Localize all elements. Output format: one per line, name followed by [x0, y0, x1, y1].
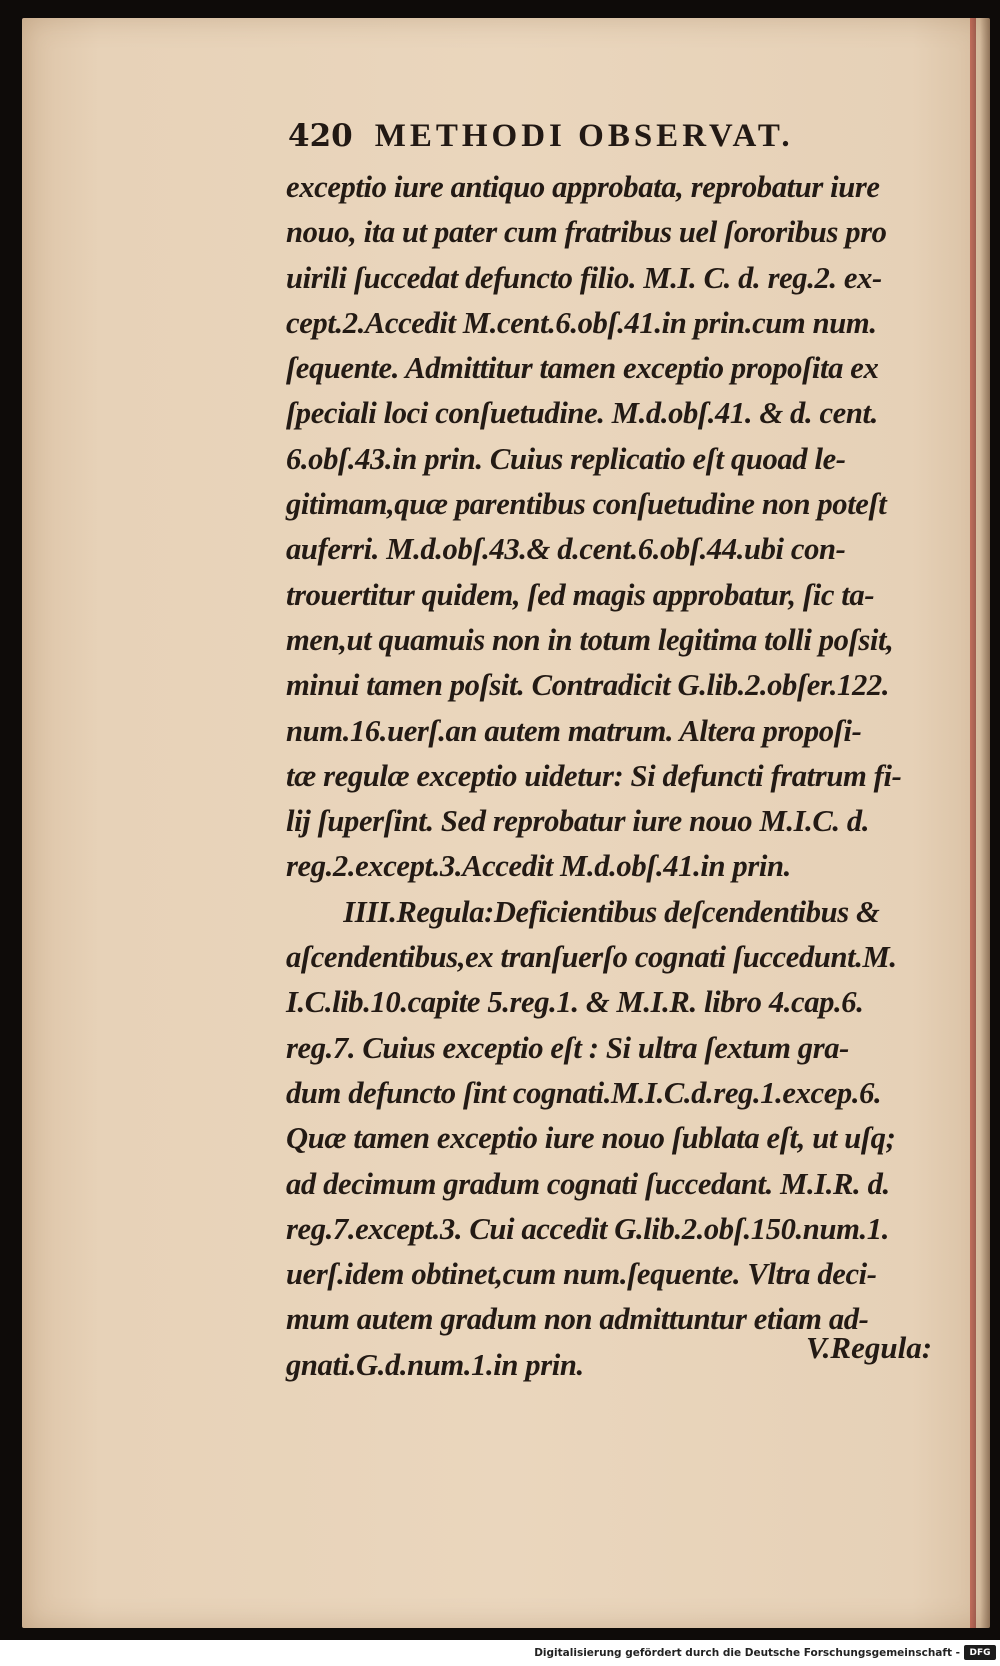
text-line: tæ regulæ exceptio uidetur: Si defuncti fratrum fi-: [286, 757, 902, 793]
text-line: 6.obſ.43.in prin. Cuius replicatio eſt quoad le-: [286, 440, 846, 476]
text-line: uerſ.idem obtinet,cum num.ſequente. Vltra deci-: [286, 1256, 877, 1292]
text-line: ad decimum gradum cognati ſuccedant. M.I.R. d.: [286, 1165, 890, 1201]
text-line: ſpeciali loci conſuetudine. M.d.obſ.41. & d. cent.: [286, 395, 878, 431]
text-line: men,ut quamuis non in totum legitima tolli poſsit,: [286, 621, 894, 657]
text-line: cept.2.Accedit M.cent.6.obſ.41.in prin.cum num.: [286, 304, 877, 340]
catchword: V.Regula:: [806, 1330, 933, 1365]
dfg-logo: DFG: [964, 1645, 996, 1660]
page-number: 420: [288, 118, 353, 154]
text-line: gitimam,quæ parentibus conſuetudine non poteſt: [286, 486, 887, 522]
text-line: uirili ſuccedat defuncto filio. M.I. C. d. reg.2. ex-: [286, 259, 882, 295]
text-body: [286, 164, 934, 1387]
text-line: lij ſuperſint. Sed reprobatur iure nouo M.I.C. d.: [286, 803, 870, 839]
text-line: aſcendentibus,ex tranſuerſo cognati ſuccedunt.M.: [286, 939, 897, 975]
page-header: [288, 118, 928, 155]
text-line: reg.7. Cuius exceptio eſt : Si ultra ſextum gra-: [286, 1029, 849, 1065]
text-line: trouertitur quidem, ſed magis approbatur, ſic ta-: [286, 576, 875, 612]
text-line: Quæ tamen exceptio iure nouo ſublata eſt, ut uſq;: [286, 1120, 896, 1156]
text-line: mum autem gradum non admittuntur etiam ad-: [286, 1301, 869, 1337]
text-line: minui tamen poſsit. Contradicit G.lib.2.obſer.122.: [286, 667, 890, 703]
text-line: num.16.uerſ.an autem matrum. Altera propoſi-: [286, 712, 862, 748]
text-line: auferri. M.d.obſ.43.& d.cent.6.obſ.44.ubi con-: [286, 531, 846, 567]
text-line: gnati.G.d.num.1.in prin.: [286, 1346, 584, 1382]
text-line: IIII.Regula:Deficientibus deſcendentibus &: [343, 893, 880, 929]
binding-edge: [970, 18, 976, 1628]
text-line: reg.7.except.3. Cui accedit G.lib.2.obſ.150.num.1.: [286, 1210, 889, 1246]
page-edge-shadow: [980, 18, 990, 1628]
running-title: METHODI OBSERVAT.: [374, 118, 794, 154]
text-line: dum defuncto ſint cognati.M.I.C.d.reg.1.excep.6.: [286, 1074, 882, 1110]
text-line: nouo, ita ut pater cum fratribus uel ſororibus pro: [286, 214, 887, 250]
text-line: exceptio iure antiquo approbata, reprobatur iure: [286, 169, 880, 204]
text-line: I.C.lib.10.capite 5.reg.1. & M.I.R. libro 4.cap.6.: [286, 984, 864, 1020]
text-line: ſequente. Admittitur tamen exceptio propoſita ex: [286, 350, 879, 386]
footer-credit: Digitalisierung gefördert durch die Deutsche Forschungsgemeinschaft -: [534, 1647, 960, 1659]
text-line: reg.2.except.3.Accedit M.d.obſ.41.in prin.: [286, 848, 791, 884]
